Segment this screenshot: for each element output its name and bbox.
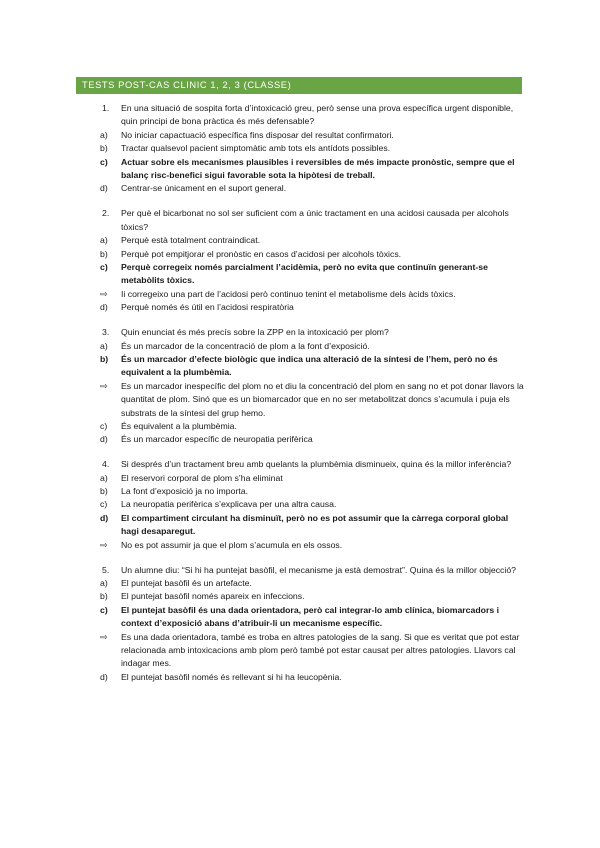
section-header: TESTS POST-CAS CLINIC 1, 2, 3 (CLASSE)	[76, 77, 522, 94]
option-d: d) El puntejat basòfil només és rellevant si hi ha leucopènia.	[100, 671, 342, 682]
question-text: 1. En una situació de sospita forta d’intoxicació greu, però sense una prova específica urgent disponible, quin principi de bona pràctica és més defensable?	[102, 103, 514, 127]
option-a: a) No iniciar capactuació específica fins disposar del resultat confirmatori.	[100, 129, 394, 140]
question-number: 5.	[102, 564, 110, 575]
option-a: a) Perquè està totalment contraindicat.	[100, 235, 261, 246]
option-a: a) El reservori corporal de plom s’ha eliminat	[100, 472, 283, 483]
question-text: 4. Si després d’un tractament breu amb quelants la plumbèmia disminueix, quina és la millor inferència?	[78, 458, 524, 471]
question-3	[78, 326, 524, 447]
questions-list	[78, 102, 524, 696]
explanation-note: ⇨ No es pot assumir ja que el plom s’acumula en els ossos.	[78, 539, 524, 552]
option-a: a) És un marcador de la concentració de plom a la font d’exposició.	[100, 340, 370, 351]
option-b: b) Tractar qualsevol pacient simptomàtic amb tots els antídots possibles.	[100, 143, 391, 154]
arrow-right-icon: ⇨	[100, 631, 108, 642]
arrow-right-icon: ⇨	[100, 539, 108, 550]
option-c-correct: c) Perquè corregeix només parcialment l’acidèmia, però no evita que continuïn generant-se metabòlits tòxics.	[100, 261, 488, 286]
question-2	[78, 207, 524, 314]
option-c-correct: c) El puntejat basòfil és una dada orientadora, però cal integrar-lo amb clínica, biomarcadors i context d’exposició abans d’atribuir-li un mecanisme específic.	[100, 604, 499, 629]
question-number: 2.	[102, 208, 110, 219]
question-number: 1.	[102, 103, 110, 113]
option-b-correct: b) És un marcador d’efecte biològic que indica una alteració de la síntesi de l’hem, però no és equivalent a la plumbèmia.	[100, 353, 498, 378]
explanation-note: ⇨ Ii corregeixo una part de l’acidosi però continuo tenint el metabolisme dels àcids tòxics.	[78, 288, 524, 301]
explanation-note: ⇨ Es una dada orientadora, també es troba en altres patologies de la sang. Si que es veritat que pot estar relacionada amb intoxicacions amb plom però també pot estar causat per altres patologies. Llavors cal indagar mes.	[100, 631, 520, 669]
question-4	[78, 458, 524, 552]
question-text: 3. Quin enunciat és més precís sobre la ZPP en la intoxicació per plom?	[78, 326, 524, 339]
option-d: d) És un marcador específic de neuropatia perifèrica	[100, 434, 313, 445]
option-a: a) El puntejat basòfil és un artefacte.	[100, 578, 252, 588]
option-b: b) La font d’exposició ja no importa.	[100, 486, 249, 497]
question-number: 3.	[102, 327, 110, 338]
question-text: 5. Un alumne diu: “Si hi ha puntejat basòfil, el mecanisme ja està demostrat”. Quina és la millor objecció?	[78, 564, 524, 577]
question-text: 2. Per què el bicarbonat no sol ser suficient com a únic tractament en una acidosi causada per alcohols tòxics?	[102, 208, 509, 232]
explanation-note: ⇨ Es un marcador inespecífic del plom no et diu la concentració del plom en sang no et pot donar llavors la quantitat de plom. Sinó que es un biomarcador que en no ser metabolitzat doncs s’acumula i puja els substrats de la síntesi del grup hemo.	[100, 380, 524, 418]
question-5	[78, 564, 524, 685]
arrow-right-icon: ⇨	[100, 288, 108, 299]
option-d: d) Centrar-se únicament en el suport general.	[100, 183, 287, 194]
option-c: c) És equivalent a la plumbèmia.	[100, 420, 237, 431]
option-b: b) El puntejat basòfil només apareix en infeccions.	[100, 591, 305, 602]
option-d: d) Perquè només és útil en l’acidosi respiratòria	[100, 302, 294, 313]
question-1	[78, 102, 524, 196]
arrow-right-icon: ⇨	[100, 380, 108, 391]
option-c-correct: c) Actuar sobre els mecanismes plausibles i reversibles de més impacte pronòstic, sempre que el balanç risc-benefici sigui favorable sota la hipòtesi de treball.	[100, 156, 515, 181]
option-c: c) La neuropatia perifèrica s’explicava per una altra causa.	[100, 499, 337, 510]
question-number: 4.	[102, 459, 110, 470]
option-b: b) Perquè pot empitjorar el pronòstic en casos d’acidosi per alcohols tòxics.	[100, 248, 402, 259]
option-d-correct: d) El compartiment circulant ha disminuït, però no es pot assumir que la càrrega corporal global hagi desaparegut.	[100, 512, 509, 537]
